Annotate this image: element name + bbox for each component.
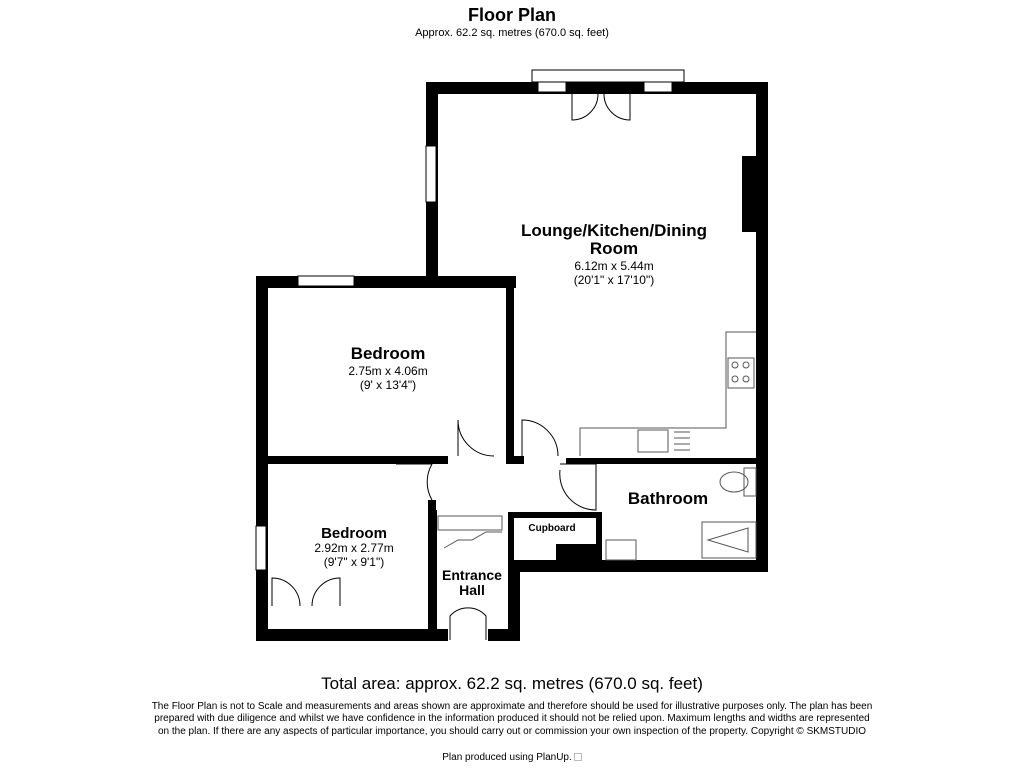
bedroom2-wall-bottom xyxy=(256,629,436,641)
cupboard-wall-right xyxy=(596,512,602,562)
cupboard-wall-top xyxy=(508,512,600,518)
hob-ring-3 xyxy=(732,376,738,382)
plan-credit-text: Plan produced using PlanUp. xyxy=(442,752,572,763)
door-bedroom1 xyxy=(458,420,494,456)
lounge-bottom-wall-stub xyxy=(506,456,524,464)
stair-line xyxy=(444,532,502,548)
door-bathroom xyxy=(560,464,596,510)
bathroom-top-wall xyxy=(566,458,756,464)
bedroom1-imperial: (9' x 13'4") xyxy=(359,378,417,392)
window-lounge-top-right-pane xyxy=(644,82,672,92)
hall-wall-left xyxy=(428,510,437,641)
door-lounge xyxy=(522,420,558,456)
door-lounge-french-right xyxy=(604,94,630,120)
page-subtitle: Approx. 62.2 sq. metres (670.0 sq. feet) xyxy=(415,27,609,39)
window-lounge-left xyxy=(426,146,436,202)
bathroom-basin xyxy=(606,540,636,560)
lounge-wall-right-thick xyxy=(742,156,756,232)
hob-ring-4 xyxy=(743,376,749,382)
bedroom2-right-wall xyxy=(428,500,436,518)
bedroom1-name: Bedroom xyxy=(350,344,426,363)
entrance-name-line1: Entrance xyxy=(442,567,502,583)
bathroom-wall-right xyxy=(756,460,768,572)
app-icon xyxy=(574,753,582,761)
page-title: Floor Plan xyxy=(467,5,556,25)
bedroom1-right-wall xyxy=(506,288,514,464)
shower-drain xyxy=(708,528,748,552)
lounge-wall-right xyxy=(756,82,768,465)
kitchen-hob xyxy=(728,358,754,388)
bedroom1-metric: 2.75m x 4.06m xyxy=(348,364,428,378)
window-bedroom1-top xyxy=(298,276,354,286)
plan-credit xyxy=(0,752,1024,763)
door-bedroom2 xyxy=(396,464,432,500)
disclaimer-text: The Floor Plan is not to Scale and measurements and areas shown are approximate and therefore should be used for illustrative purposes only. The plan has been prepared with due diligence and whilst we have confidence in the information produced it should not be relied upon. Maximum lengths and widths are represented on the plan. If there are any aspects of particular importance, you should carry out or commission your own inspection of the property. Copyright © SKMSTUDIO xyxy=(151,701,873,737)
window-lounge-top xyxy=(532,70,684,82)
entrance-name-line2: Hall xyxy=(459,582,485,598)
hob-ring-1 xyxy=(732,362,738,368)
bathroom-name: Bathroom xyxy=(627,489,709,508)
lounge-metric: 6.12m x 5.44m xyxy=(574,259,654,273)
window-bedroom2-left xyxy=(256,526,266,570)
cupboard-wall-left xyxy=(508,512,514,562)
lounge-name-line2: Room xyxy=(589,239,639,258)
hall-wall-bottom-left xyxy=(428,629,448,641)
bedroom-divider-wall xyxy=(256,456,448,464)
lounge-wall-top xyxy=(426,82,768,94)
stair-riser xyxy=(438,516,502,530)
windows xyxy=(256,70,684,570)
total-area: Total area: approx. 62.2 sq. metres (670.0 sq. feet) xyxy=(321,674,703,693)
bedroom2-metric: 2.92m x 2.77m xyxy=(314,541,394,555)
cupboard-wall-block xyxy=(556,544,596,562)
kitchen-sink xyxy=(638,430,668,452)
lounge-name-line1: Lounge/Kitchen/Dining xyxy=(520,221,708,240)
door-lounge-french-left xyxy=(572,94,598,120)
bathroom-wall-bottom xyxy=(508,560,768,572)
hob-ring-2 xyxy=(743,362,749,368)
cupboard-name: Cupboard xyxy=(528,523,576,534)
door-wardrobe-right xyxy=(312,578,340,606)
door-wardrobe-left xyxy=(272,578,300,606)
bedroom1-wall-top xyxy=(256,276,516,288)
window-lounge-top-left-pane xyxy=(538,82,566,92)
bedroom2-imperial: (9'7" x 9'1") xyxy=(323,555,385,569)
lounge-imperial: (20'1" x 17'10") xyxy=(573,273,655,287)
toilet-cistern xyxy=(744,468,756,496)
hall-wall-right xyxy=(508,560,520,641)
bedroom2-name: Bedroom xyxy=(321,525,387,542)
door-entrance xyxy=(450,608,486,640)
